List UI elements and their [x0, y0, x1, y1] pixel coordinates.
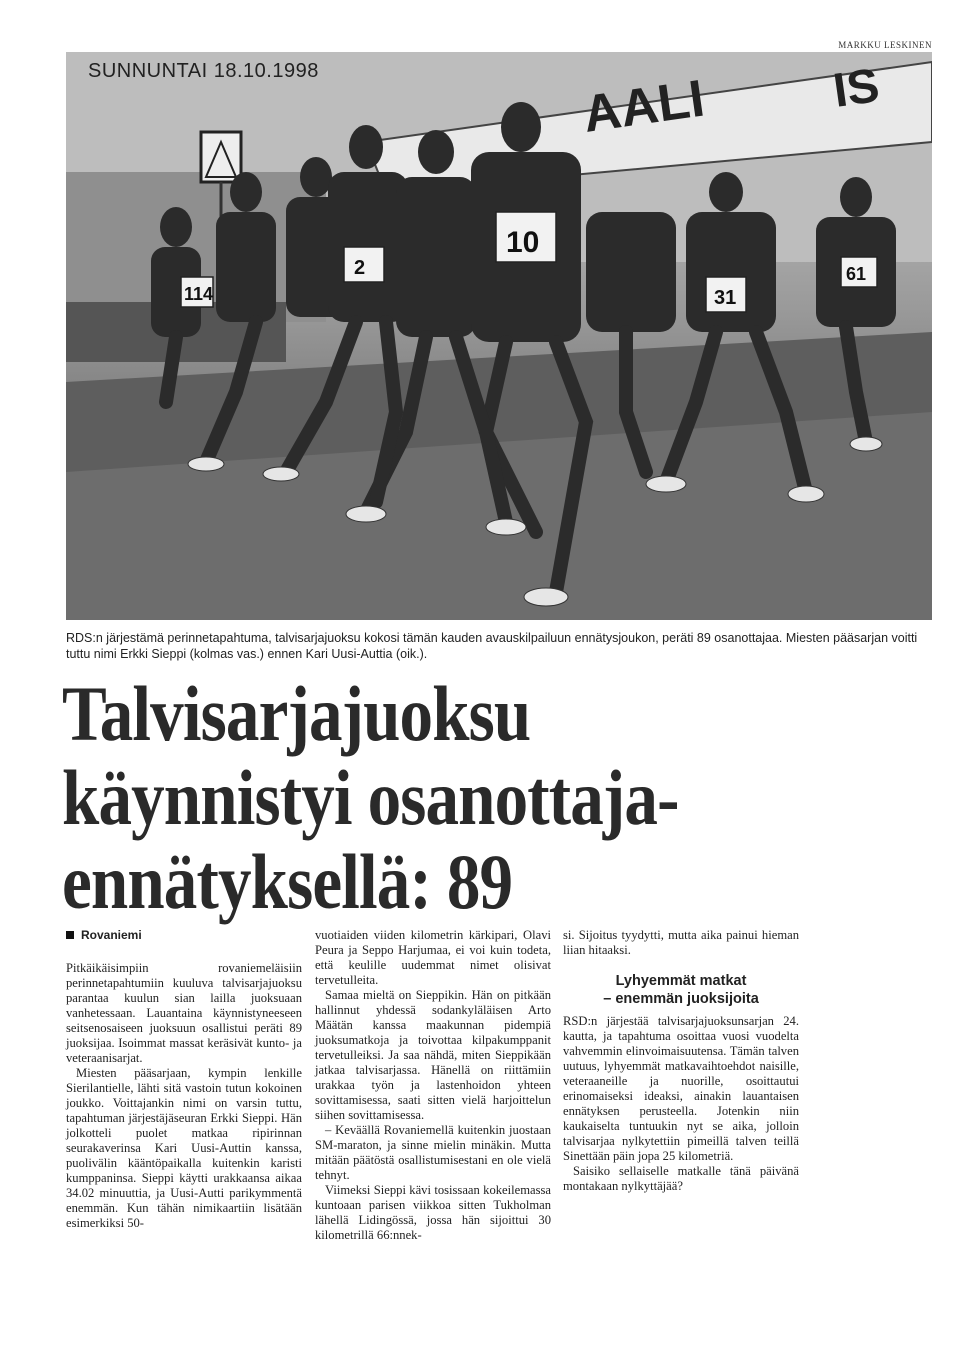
svg-text:61: 61: [846, 264, 867, 284]
photo-caption: [66, 630, 936, 662]
paragraph: vuotiaiden viiden kilometrin kärkipari, Olavi Peura ja Seppo Harjumaa, ei voi kuin todeta, että keulille uudemmat nimet olisivat tervetulleita.: [315, 928, 551, 987]
svg-text:114: 114: [184, 284, 214, 304]
bullet-square-icon: [66, 931, 74, 939]
photographer-credit: MARKKU LESKINEN: [838, 40, 932, 50]
paragraph: Viimeksi Sieppi kävi tosissaan kokeilemassa kuntoaan parisen viikkoa sitten Tukholman lähellä Lidingössä, jossa hän sijoittui 30 kilometrillä 66:nnek-: [315, 1183, 551, 1242]
svg-text:2: 2: [354, 257, 366, 279]
headline: [62, 672, 819, 924]
paragraph: Miesten pääsarjaan, kympin lenkille Sierilantielle, lähti sitä vastoin tutun kokoinen joukko. Voittajankin nimi on varsin tuttu, tapahtuman järjestäjäseuran Erkki Sieppi. Hän jolkotteli puolet matkaa ripirinnan seurakaverinsa Kari Uusi-Auttin kanssa, puolivälin kääntöpaikalla kuitenkin karisti kumppaninsa. Sieppi käytti urakkaansa aikaa 34.02 minuuttia, ja Uusi-Autti parikymmentä enemmän. Kun tähän nimikaartiin lisätään esimerkiksi 50-: [66, 1066, 302, 1230]
dateline: [66, 928, 302, 943]
article-column-3: [563, 928, 799, 1194]
svg-text:IS: IS: [830, 59, 883, 118]
subheading-line-2: – enemmän juoksijoita: [603, 991, 759, 1007]
paragraph: – Keväällä Rovaniemellä kuitenkin juostaan SM-maraton, ja sinne mielin minäkin. Mutta mitään päätöstä osallistumisestani en ole vielä tehnyt.: [315, 1123, 551, 1182]
subheading-line-1: Lyhyemmät matkat: [615, 973, 747, 989]
svg-text:31: 31: [714, 287, 737, 309]
headline-line-3: ennätyksellä: 89: [62, 838, 513, 925]
date-overlay: SUNNUNTAI 18.10.1998: [88, 60, 319, 82]
article-column-2: [315, 928, 551, 1243]
subheading: [563, 972, 799, 1008]
race-photo: [66, 52, 932, 620]
svg-text:10: 10: [506, 226, 540, 259]
dateline-text: Rovaniemi: [81, 928, 142, 942]
headline-line-1: Talvisarjajuoksu: [62, 670, 531, 757]
paragraph: si. Sijoitus tyydytti, mutta aika painui hieman liian hitaaksi.: [563, 928, 799, 957]
article-column-1: [66, 928, 302, 1231]
headline-line-2: käynnistyi osanottaja-: [62, 754, 679, 841]
paragraph: RSD:n järjestää talvisarjajuoksunsarjan 24. kautta, ja tapahtuma osoittaa vuosi vuodelta vahvemmin elinvoimaisuutensa. Tämän talven uutuus, lyhyemmät matkavaihtoehdot naisille, veteraaneille ja nuorille, osoittautui erinomaiseksi ideaksi, ainakin lauantaisen ennätyksen perusteella. Jotenkin niin kaukaiselta tuntuukin nyt se aika, jolloin talvisarjaa nylkytettiin pimeillä talven teillä Sinettään päin jopa 25 kilometriä.: [563, 1014, 799, 1163]
svg-text:AALI: AALI: [579, 69, 708, 144]
runners-illustration: [66, 52, 932, 620]
paragraph: Saisiko sellaiselle matkalle tänä päivänä montakaan nylkyttäjää?: [563, 1164, 799, 1193]
paragraph: Samaa mieltä on Sieppikin. Hän on pitkään hallinnut yhdessä sodankyläläisen Arto Määtän kanssa maakunnan pidempiä juoksumatkoja ja toivottaa kilpakumppanit tervetulleiksi. Ja saa nähdä, miten Sieppikään jatkaa talvisarjassa. Hänellä on riittämiin urakkaa työn ja lastenhoidon yhteen sovittamisessa, saati sitten vielä harjoittelun siihen sovittamisessa.: [315, 988, 551, 1122]
caption-text: RDS:n järjestämä perinnetapahtuma, talvisarjajuoksu kokosi tämän kauden avauskilpailuun ennätysjoukon, peräti 89 osanottajaa. Miesten pääsarjan voitti tuttu nimi Erkki Sieppi (kolmas vas.) ennen Kari Uusi-Auttia (oik.).: [66, 631, 918, 661]
paragraph: Pitkäikäisimpiin rovaniemeläisiin perinnetapahtumiin kuuluva talvisarjajuoksu parantaa kuulun sian lailla juoksuaan vanhetessaan. Lauantaina käynnistyneeseen seitsenosaiseen juoksuun osallistui peräti 89 juoksijaa. Isoimmat massat keräsivät kunto- ja veteraanisarjat.: [66, 961, 302, 1065]
